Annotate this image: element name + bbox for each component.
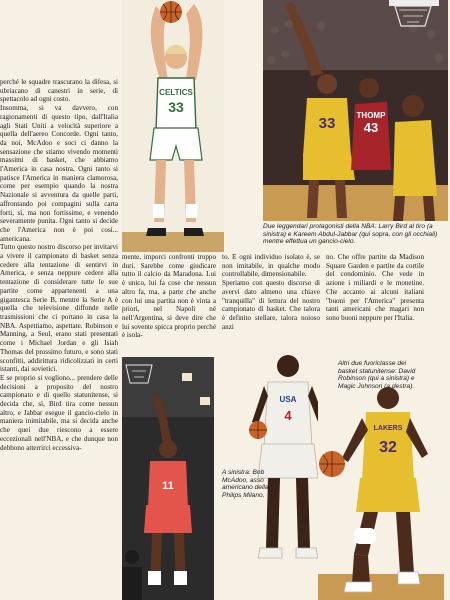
magic-jersey-number: 32 bbox=[379, 439, 397, 456]
article-column-3: to. E ogni individuo isolato è, se non imitabile, in qualche modo controllabile, dimensionabile. Speriamo con questo discorso di avervi dato almeno una chiave "tranquilla" di lettura del nostro campionato di basket. Che talora è definito stellare, talora noioso anzi bbox=[222, 253, 320, 331]
caption-mcadoo: A sinistra: Bob McAdoo, asso americano della Philips Milano. bbox=[222, 469, 269, 499]
photo-bob-mcadoo bbox=[122, 357, 214, 600]
basketball-ball-top bbox=[159, 0, 183, 24]
bird-jersey-team: CELTICS bbox=[159, 88, 193, 97]
photo-larry-bird bbox=[122, 0, 224, 252]
robinson-jersey-team: USA bbox=[279, 395, 297, 404]
opponent-jersey-number: 43 bbox=[363, 120, 379, 135]
magic-jersey-team: LAKERS bbox=[373, 425, 403, 432]
article-column-4: no. Che offre partite da Madison Square Garden e partite da cortile del condominio. Che vede in azione i miliardi e le monetine. Che accanto ai alcuni italiani "buoni per l'America" presenta tanti americani che magari non sono buoni neppure per l'Italia. bbox=[326, 253, 424, 322]
photo-kareem-abdul-jabbar bbox=[263, 0, 448, 221]
mcadoo-jersey-number: 11 bbox=[162, 480, 174, 492]
photo-magic-johnson bbox=[318, 378, 444, 600]
robinson-jersey-number: 4 bbox=[284, 408, 292, 423]
caption-robinson-magic: Altri due fuoriclasse dei basket statunitense: David Robinson (qui a sinistra) e Magic Johnson (a destra). bbox=[338, 360, 416, 390]
bird-jersey-number: 33 bbox=[168, 99, 184, 115]
article-column-2: mente, imporci confronti troppo duri. Sarebbe come giudicare tutto il calcio da Maradona. Lui è unico, lui fa cose che nessun altro fa, ma, a parte che anche con lui una partita non è vinta a priori, nel Napoli né nell'Argentina, si deve dire che lui sovente spicca proprio perché è isola- bbox=[122, 253, 216, 340]
caption-bird-jabbar: Due leggendari protagonisti della NBA: Larry Bird al tiro (a sinistra) e Kareem Abdul-Jabbar (qui sopra, con gli occhiali) mentre effettua un gancio-cielo. bbox=[263, 223, 438, 246]
opponent-jersey-team: THOMP bbox=[356, 111, 386, 120]
jabbar-jersey-number: 33 bbox=[318, 115, 336, 132]
article-column-1: perché le squadre trascurano la difesa, si ubriacano di canestri in serie, di spettacolo ad ogni costo. Insomma, si va davvero, con ragionamenti di questo tipo, dall'Italia agli Stati Uniti a velocità superiore a quella dell'aereo Concorde. Ogni tanto, da noi, McAdoo e soci ci danno la sensazione che stiamo vivendo momenti massimi di basket, che abbiamo l'America in casa nostra. Ogni tanto si patisce l'America in maniera clamorosa, come per esempio quando la nostra Nazionale si avventura da quelle parti, affrontando poi compagini sulla carta forti, sì, ma non fortissime, e venendo severamente punita. Ogni tanto si decide che l'America non è poi così... americana. Tutto questo nostro discorso per invitarvi a vivere il campionato di basket senza cedere alla tentazione di sentirvi in America, e senza neppure cedere alla tentazione di considerare tutte le sue partite come appartenenti a una gigantesca Serie B, mentre la Serie A è quella che televisione diffonde nelle trasmissioni che ci portano in casa la NBA. Aspettiamo, aspettate. Robinson e Manning, a Seul, erano stati presentati come i Michael Jordan e gli Isiah Thomas del prossimo futuro, e sono stati sconfitti, addirittura ridicolizzati in certi istanti, dai sovietici. E se proprio si vogliono... prendere delle decisioni a proposito del nostro campionato e di quello statunitense, si decida che, sì, Bird tira come nessun altro, e Jabbar esegue il gancio-cielo in maniera inimitabile, ma si decida anche che quei due riescono a essere eccezionali nell'NBA, e che dunque non debbono atterrirci eccessiva- bbox=[0, 78, 118, 452]
